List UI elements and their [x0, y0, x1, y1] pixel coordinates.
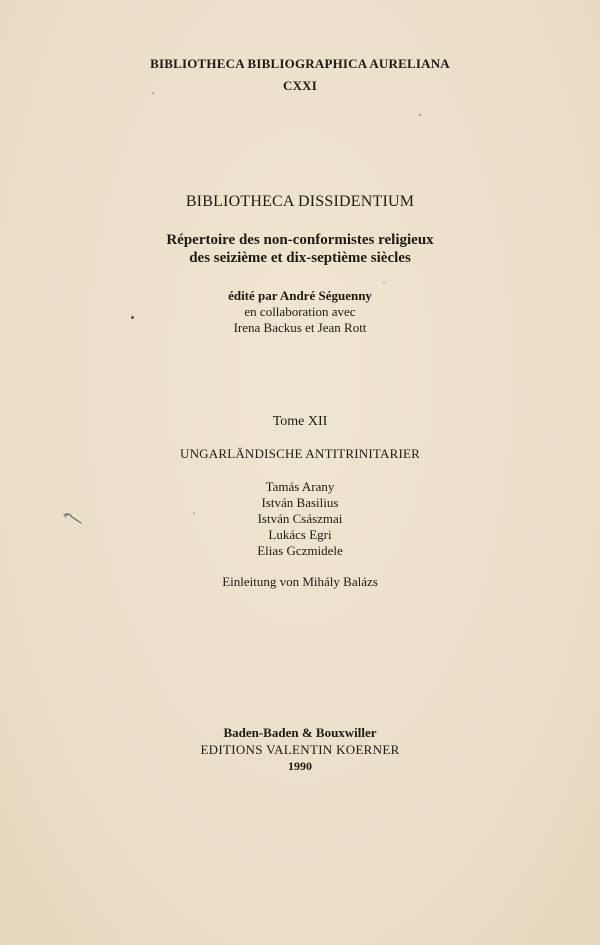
main-title: BIBLIOTHECA DISSIDENTIUM [185, 193, 415, 210]
author-4: Lukács Egri [268, 527, 332, 542]
author-5: Elias Gczmidele [257, 543, 343, 558]
paper-speck [152, 92, 154, 94]
tome-number: Tome XII [272, 414, 328, 429]
series-number: CXXI [282, 78, 318, 93]
ink-mark-icon [62, 511, 84, 525]
paper-speck [419, 114, 421, 116]
volume-title: UNGARLÄNDISCHE ANTITRINITARIER [179, 446, 421, 461]
subtitle-line-2: des seizième et dix-septième siècles [189, 250, 411, 266]
author-2: István Basilius [261, 495, 339, 510]
paper-speck [193, 512, 195, 514]
author-3: István Császmai [257, 511, 343, 526]
imprint-place: Baden-Baden & Bouxwiller [223, 725, 377, 740]
publisher-name: EDITIONS VALENTIN KOERNER [200, 742, 400, 757]
paper-speck [131, 316, 134, 319]
edited-by: édité par André Séguenny [228, 288, 372, 303]
subtitle-line-1: Répertoire des non-conformistes religieux [166, 232, 434, 248]
author-1: Tamás Arany [265, 479, 335, 494]
paper-speck [383, 282, 385, 284]
collaboration-label: en collaboration avec [244, 304, 356, 319]
publication-year: 1990 [288, 759, 312, 773]
series-name: BIBLIOTHECA BIBLIOGRAPHICA AURELIANA [150, 56, 450, 71]
introduction-credit: Einleitung von Mihály Balázs [222, 574, 378, 589]
collaborators: Irena Backus et Jean Rott [233, 320, 367, 335]
